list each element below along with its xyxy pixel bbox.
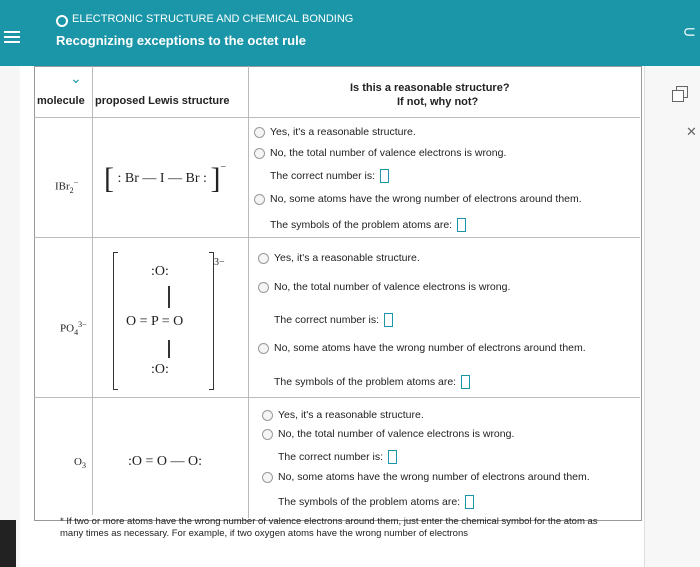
divider: [34, 237, 640, 238]
divider: [92, 397, 93, 515]
lewis-ibr2: [104, 162, 226, 196]
header-question-sub: If not, why not?: [397, 96, 479, 108]
lewis-o3: [128, 454, 202, 470]
lewis-structure-text: :O = O — O:: [128, 454, 203, 469]
header-molecule: molecule: [37, 95, 85, 107]
divider: [92, 66, 93, 237]
molecule-subscript: 3: [81, 461, 86, 471]
radio-icon[interactable]: [262, 429, 273, 440]
option-label: Yes, it's a reasonable structure.: [274, 252, 420, 264]
divider: [34, 117, 640, 118]
lewis-middle-row: O = P = O: [126, 314, 184, 329]
bracket-right: ]: [210, 162, 221, 195]
molecule-subscript: 4: [74, 327, 79, 337]
lewis-structure-text: : Br — I — Br :: [117, 171, 207, 186]
section-title: ELECTRONIC STRUCTURE AND CHEMICAL BONDING: [72, 13, 354, 25]
header-question: Is this a reasonable structure?: [350, 82, 510, 94]
left-edge: [0, 520, 16, 567]
divider: [92, 237, 93, 397]
option-valence-1[interactable]: [254, 147, 506, 159]
option-atoms-1[interactable]: [254, 193, 582, 205]
option-label: No, some atoms have the wrong number of electrons around them.: [270, 193, 582, 205]
answer-input[interactable]: [461, 375, 470, 389]
molecule-charge: −: [73, 178, 79, 187]
radio-icon[interactable]: [254, 194, 265, 205]
lewis-po4: [113, 252, 223, 392]
answer-input[interactable]: [388, 450, 397, 464]
radio-icon[interactable]: [258, 343, 269, 354]
close-icon[interactable]: ✕: [686, 124, 697, 139]
menu-icon[interactable]: [4, 28, 20, 44]
molecule-formula: O: [74, 456, 82, 468]
molecule-ibr2: [55, 178, 78, 195]
molecule-po4: [60, 320, 87, 337]
symbols-1: [270, 218, 466, 232]
symbols-label: The symbols of the problem atoms are:: [278, 495, 461, 508]
radio-icon[interactable]: [254, 148, 265, 159]
option-label: No, the total number of valence electrons is wrong.: [274, 281, 511, 293]
correct-number-3: [278, 450, 397, 464]
divider: [34, 397, 640, 398]
footnote: * If two or more atoms have the wrong number of valence electrons around them, just enter the chemical symbol for the atom as many times as necessary. For example, if two oxygen atoms have the wrong number of electrons: [60, 516, 598, 539]
option-label: No, some atoms have the wrong number of electrons around them.: [274, 342, 586, 354]
bracket-right: [209, 252, 214, 390]
molecule-formula: PO: [60, 322, 75, 335]
option-atoms-3[interactable]: [262, 471, 590, 483]
left-strip: [0, 66, 20, 567]
symbols-3: [278, 495, 474, 509]
radio-icon[interactable]: [262, 472, 273, 483]
correct-label: The correct number is:: [278, 450, 384, 463]
option-label: Yes, it's a reasonable structure.: [270, 126, 416, 138]
answer-input[interactable]: [465, 495, 474, 509]
option-label: Yes, it's a reasonable structure.: [278, 409, 424, 421]
lewis-charge: −: [220, 162, 227, 173]
lewis-top-oxygen: :O:: [151, 264, 169, 279]
right-panel: [644, 66, 700, 567]
symbols-label: The symbols of the problem atoms are:: [270, 218, 453, 231]
symbols-2: [274, 375, 470, 389]
status-circle-icon: [56, 15, 68, 27]
answer-input[interactable]: [384, 313, 393, 327]
edge-icon: ⊂: [682, 24, 696, 41]
radio-icon[interactable]: [258, 253, 269, 264]
correct-label: The correct number is:: [274, 313, 380, 326]
molecule-o3: [74, 456, 86, 470]
divider: [248, 66, 249, 518]
molecule-subscript: 2: [69, 185, 74, 195]
answer-input[interactable]: [457, 218, 466, 232]
option-label: No, some atoms have the wrong number of electrons around them.: [278, 471, 590, 483]
option-yes-2[interactable]: [258, 252, 420, 264]
copy-icon[interactable]: [672, 90, 684, 102]
option-label: No, the total number of valence electrons is wrong.: [278, 428, 515, 440]
molecule-charge: 3−: [78, 320, 87, 329]
lewis-bottom-oxygen: :O:: [151, 362, 169, 377]
bond-line: [168, 340, 170, 358]
problem-title: Recognizing exceptions to the octet rule: [56, 33, 306, 48]
option-yes-1[interactable]: [254, 126, 416, 138]
option-valence-3[interactable]: [262, 428, 514, 440]
top-bar: [0, 0, 700, 66]
molecule-formula: IBr: [55, 180, 70, 193]
correct-number-2: [274, 313, 393, 327]
lewis-charge: 3−: [214, 257, 225, 268]
header-lewis: proposed Lewis structure: [95, 95, 230, 107]
bond-line: [168, 286, 170, 308]
bracket-left: [113, 252, 118, 390]
chevron-down-icon[interactable]: ⌄: [70, 70, 82, 86]
correct-number-1: [270, 169, 389, 183]
correct-label: The correct number is:: [270, 169, 376, 182]
radio-icon[interactable]: [262, 410, 273, 421]
bracket-left: [: [104, 162, 114, 195]
option-label: No, the total number of valence electrons is wrong.: [270, 147, 507, 159]
option-atoms-2[interactable]: [258, 342, 586, 354]
radio-icon[interactable]: [254, 127, 265, 138]
option-yes-3[interactable]: [262, 409, 424, 421]
answer-input[interactable]: [380, 169, 389, 183]
radio-icon[interactable]: [258, 282, 269, 293]
option-valence-2[interactable]: [258, 281, 510, 293]
symbols-label: The symbols of the problem atoms are:: [274, 375, 457, 388]
